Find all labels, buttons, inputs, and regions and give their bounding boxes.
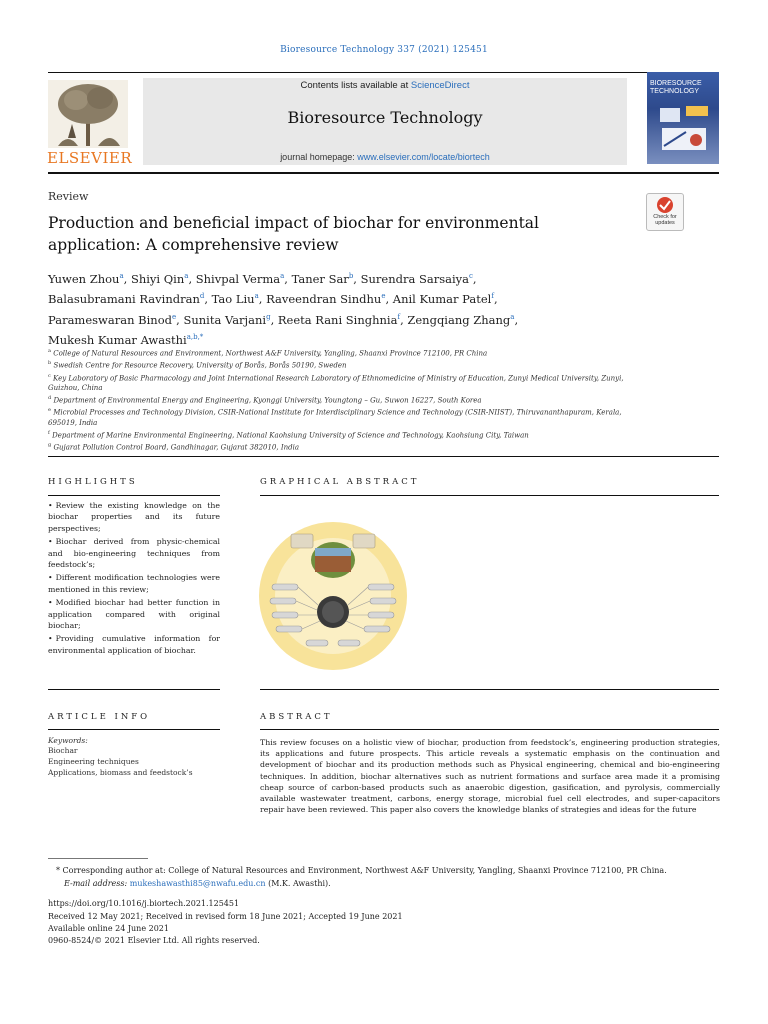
author-affiliation-marker[interactable]: f [491,292,494,301]
copyright: 0960-8524/© 2021 Elsevier Ltd. All rights reserved. [48,936,260,945]
received-dates: Received 12 May 2021; Received in revised form 18 June 2021; Accepted 19 June 2021 [48,912,403,921]
graphical-abstract-rule [260,495,719,496]
author-affiliation-marker[interactable]: a [280,272,285,280]
highlights-list [48,500,220,658]
keyword-item: Biochar [48,746,78,755]
contents-prefix: Contents lists available at [300,80,411,91]
author-affiliation-marker[interactable]: a,b,* [186,332,204,341]
author-name[interactable]: Shivpal Verma [195,271,281,286]
affiliation-text: Department of Marine Environmental Engineering, National Kaohsiung University of Science and Technology, Kaohsiung City, Taiwan [52,430,529,439]
author-affiliation-marker[interactable]: f [397,312,401,321]
affiliation-item [48,346,628,358]
keyword-item: Applications, biomass and feedstock’s [48,768,193,777]
author-name[interactable]: Surendra Sarsaiya [360,271,469,286]
author-name[interactable]: Tao Liu [211,292,255,307]
author-affiliation-marker[interactable]: a [119,272,124,280]
author-affiliation-marker[interactable]: a [254,292,259,301]
email-suffix: (M.K. Awasthi). [265,879,331,888]
email-line [64,879,331,888]
author-affiliation-marker[interactable]: a [184,272,189,280]
affiliation-item [48,393,628,405]
highlight-item: • Modified biochar had better function in application compared with original biochar; [48,597,220,631]
highlights-bottom-rule [48,689,220,690]
author-affiliation-marker[interactable]: a [510,312,515,321]
article-type: Review [48,190,89,203]
journal-homepage [143,152,627,162]
affiliation-text: Department of Environmental Energy and Engineering, Kyonggi University, Youngtong – Gu, Suwon 16227, South Korea [53,396,482,405]
highlight-item: • Different modification technologies were mentioned in this review; [48,572,220,595]
highlights-heading: HIGHLIGHTS [48,477,138,487]
available-online: Available online 24 June 2021 [48,924,169,933]
highlight-item: • Biochar derived from physic-chemical and bio-engineering techniques from feedstock’s; [48,536,220,570]
doi-link[interactable]: https://doi.org/10.1016/j.biortech.2021.125451 [48,899,240,908]
elsevier-wordmark: ELSEVIER [47,149,133,167]
article-info-heading: ARTICLE INFO [48,712,151,722]
author-name[interactable]: Taner Sar [291,271,349,286]
highlights-rule [48,495,220,496]
author-name[interactable]: Mukesh Kumar Awasthi [48,332,187,347]
affiliation-marker: a [48,348,51,354]
elsevier-tree-logo [48,80,128,148]
author-list: Yuwen Zhou$^a$, Shiyi Qin$^a$, Shivpal Verma$^a$, Taner Sar$^b$, Surendra Sarsaiya$^c$, Balasubramani Ravindran$^d$, Tao Liu$^a$, Raveendran Sindhu$^e$, Anil Kumar Patel$^f$, Parameswaran Binod$^e$, Sunita Varjani$^g$, Reeta Rani Singhnia$^f$, Zengqiang Zhang$^a$, Mukesh Kumar Awasthi$^{a,b,*}$ [48,271,519,347]
sciencedirect-link[interactable]: ScienceDirect [410,80,470,91]
graphical-abstract-heading: GRAPHICAL ABSTRACT [260,477,420,487]
affiliation-item [48,405,628,427]
abstract-heading: ABSTRACT [260,712,333,722]
author-name[interactable]: Sunita Varjani [183,312,267,327]
article-title: Production and beneficial impact of biochar for environmental application: A comprehensive review [48,214,539,254]
author-name[interactable]: Anil Kumar Patel [392,292,492,307]
affiliation-item [48,428,628,440]
affiliation-text: College of Natural Resources and Environment, Northwest A&F University, Yangling, Shaanxi Province 712100, PR China [53,349,488,358]
affiliation-marker: d [48,394,52,401]
author-name[interactable]: Raveendran Sindhu [266,292,382,307]
author-name[interactable]: Shiyi Qin [130,271,185,286]
homepage-link[interactable]: www.elsevier.com/locate/biortech [357,152,490,162]
article-info-rule [48,729,220,730]
footnote-rule [48,858,148,859]
highlight-item: • Providing cumulative information for environmental application of biochar. [48,633,220,656]
email-label: E-mail address: [64,879,130,888]
masthead-top-rule [48,72,719,73]
affiliation-marker: b [48,360,52,367]
highlight-item: • Review the existing knowledge on the biochar properties and its future perspectives; [48,500,220,534]
author-affiliation-marker[interactable]: d [199,292,205,301]
author-affiliation-marker[interactable]: e [381,292,386,301]
check-updates-label: Check for updates [653,214,677,226]
journal-cover-title: BIORESOURCE TECHNOLOGY [650,80,702,95]
affiliation-text: Gujarat Pollution Control Board, Gandhinagar, Gujarat 382010, India [53,443,299,452]
affiliation-rule [48,456,719,457]
author-name[interactable]: Zengqiang Zhang [407,312,511,327]
masthead-bottom-rule [48,172,719,174]
affiliation-list [48,346,628,452]
email-link[interactable]: mukeshawasthi85@nwafu.edu.cn [129,879,266,888]
author-name[interactable]: Parameswaran Binod [48,312,172,327]
author-affiliation-marker[interactable]: c [469,272,473,280]
journal-title: Bioresource Technology [287,108,483,127]
author-name[interactable]: Balasubramani Ravindran [48,292,200,307]
journal-citation[interactable]: Bioresource Technology 337 (2021) 125451 [280,45,488,55]
affiliation-text: Swedish Centre for Resource Recovery, University of Borås, Borås 50190, Sweden [53,361,347,370]
affiliation-marker: g [48,441,52,448]
abstract-rule [260,729,719,730]
corresponding-author-note: * Corresponding author at: College of Natural Resources and Environment, Northwest A&F University, Yangling, Shaanxi Province 712100, PR China. [56,866,667,875]
affiliation-item [48,440,628,452]
author-affiliation-marker[interactable]: b [348,272,354,280]
affiliation-marker: c [48,372,51,379]
affiliation-marker: f [48,429,50,436]
affiliation-item [48,358,628,370]
affiliation-text: Microbial Processes and Technology Division, CSIR-National Institute for Interdisciplinary Science and Technology (CSIR-NIIST), Thiruvananthapuram, Kerala, 695019, India [48,408,622,427]
homepage-prefix: journal homepage: [280,152,358,162]
author-name[interactable]: Reeta Rani Singhnia [277,312,398,327]
graphical-abstract-figure[interactable] [258,520,408,672]
keyword-item: Engineering techniques [48,757,139,766]
author-affiliation-marker[interactable]: g [266,312,271,321]
contents-line [143,80,627,91]
graphical-abstract-bottom-rule [260,689,719,690]
affiliation-marker: e [48,407,51,414]
abstract-text: This review focuses on a holistic view of biochar, production from feedstock’s, engineering production strategies, its applications and future prospects. This article reveals a systematic emphasis on the continuation and development of biochar and its production methods such as Physical engineering, chemical and bio-engineering techniques. In addition, biochar alternatives such as nutrient formations and surface area made it a promising cheap source of carbon-based products such as anaerobic digestion, gasification, and pyrolysis, commercially available wastewater treatment, carbons, energy storage, microbial fuel cell electrodes, and super-capacitors repair have been reviewed. This paper also covers the knowledge blanks of strategies and ideas for the future [260,738,720,815]
cover-graphic [656,102,712,158]
affiliation-item [48,371,628,393]
author-affiliation-marker[interactable]: e [171,312,177,321]
check-updates-icon [654,196,676,214]
author-name[interactable]: Yuwen Zhou [48,271,120,286]
affiliation-text: Key Laboratory of Basic Pharmacology and Joint International Research Laboratory of Ethnomedicine of Ministry of Education, Zunyi Medical University, Zunyi, Guizhou, China [48,373,624,392]
keywords-label: Keywords: [48,736,88,745]
